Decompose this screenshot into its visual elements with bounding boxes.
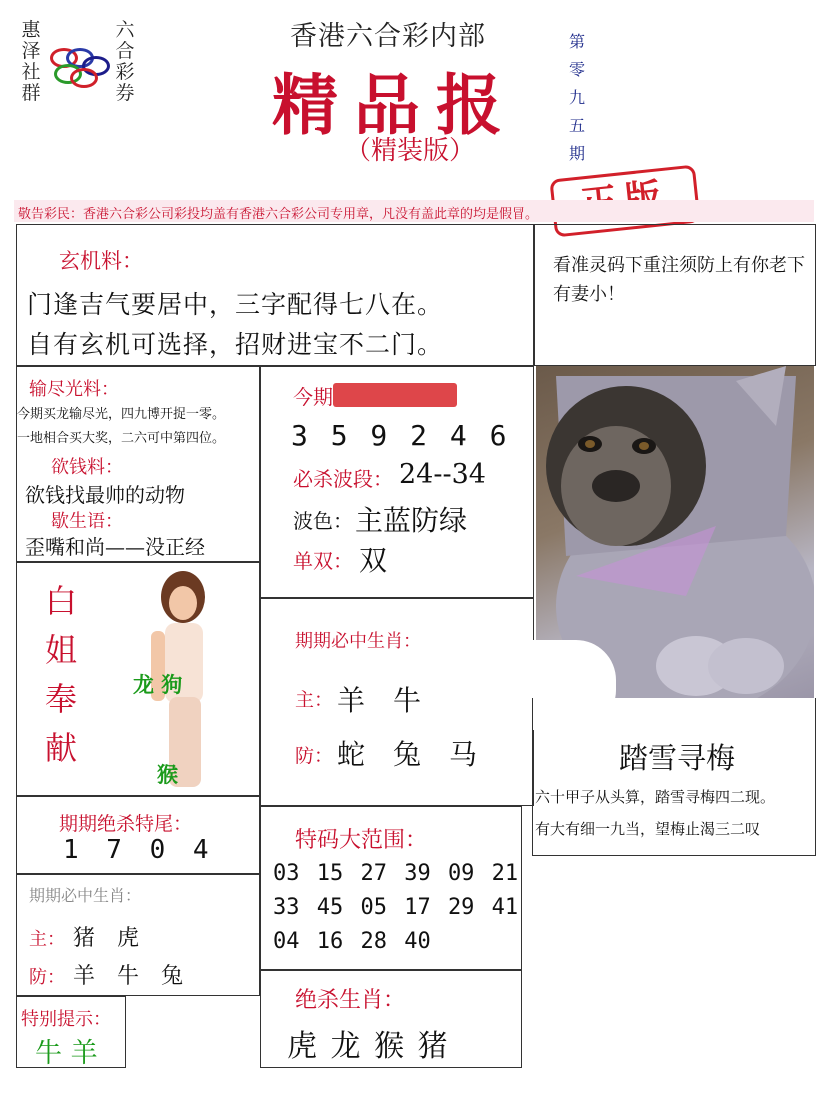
qiqi-fang-label: 防： bbox=[295, 745, 334, 767]
tema-row-2: 33 45 05 17 29 41 bbox=[273, 895, 519, 920]
jueshate-value: 1 7 0 4 bbox=[63, 835, 215, 865]
xie-label: 歇生语： bbox=[51, 511, 123, 532]
danshuang-value: 双 bbox=[359, 544, 388, 577]
jueshasx-label: 绝杀生肖： bbox=[295, 988, 406, 1013]
xuanji-label: 玄机料： bbox=[59, 249, 143, 273]
top-right-box bbox=[534, 224, 816, 366]
lower-left-fang-values: 羊 牛 兔 bbox=[73, 964, 184, 989]
qiqi-zhong-label: 期期必中生肖： bbox=[295, 631, 421, 652]
shu-line-2: 一地相合买大奖，二六可中第四位。 bbox=[17, 431, 226, 446]
bose-value: 主蓝防绿 bbox=[355, 504, 468, 537]
baijie-box bbox=[16, 562, 260, 796]
lower-left-box bbox=[16, 874, 260, 996]
logo-right-text: 六合彩券 bbox=[115, 19, 135, 104]
bisha-value: 24--34 bbox=[399, 459, 486, 490]
tema-label: 特码大范围： bbox=[295, 828, 428, 853]
logo-ring-icon bbox=[70, 68, 98, 88]
lower-left-main-label: 主： bbox=[29, 929, 65, 950]
baijie-chars bbox=[45, 577, 81, 773]
lower-left-label: 期期必中生肖： bbox=[29, 886, 142, 905]
tema-row-3: 04 16 28 40 bbox=[273, 929, 431, 954]
xuanji-line-1: 门逢吉气要居中，三字配得七八在。 bbox=[27, 290, 444, 319]
poem-title: 踏雪寻梅 bbox=[619, 741, 736, 775]
danshuang-label: 单双： bbox=[293, 549, 353, 573]
numbers-digits: 3 5 9 2 4 6 bbox=[291, 419, 510, 452]
qiqi-fang-values: 蛇 兔 马 bbox=[337, 738, 478, 771]
jueshasx-value: 虎 龙 猴 猪 bbox=[287, 1029, 450, 1064]
baijie-char: 献 bbox=[45, 729, 78, 767]
poem-box bbox=[532, 698, 816, 856]
tema-box bbox=[260, 806, 522, 970]
tebie-value: 牛 羊 bbox=[35, 1038, 98, 1069]
numbers-box bbox=[260, 366, 534, 598]
bisha-label: 必杀波段： bbox=[293, 467, 393, 491]
jueshasx-box bbox=[260, 970, 522, 1068]
numbers-overlay bbox=[333, 383, 457, 407]
xuanji-line-2: 自有玄机可选择，招财进宝不二门。 bbox=[27, 330, 444, 359]
shu-label: 输尽光料： bbox=[29, 379, 119, 400]
tebie-box bbox=[16, 996, 126, 1068]
jueshate-box bbox=[16, 796, 260, 874]
logo bbox=[20, 18, 140, 118]
top-line: 香港六合彩内部 bbox=[290, 21, 486, 52]
page-title: 精品报 bbox=[272, 66, 518, 144]
bose-label: 波色： bbox=[293, 509, 353, 533]
jueshate-label: 期期绝杀特尾： bbox=[59, 813, 193, 835]
lower-left-main-values: 猪 虎 bbox=[73, 926, 140, 951]
tebie-label: 特别提示： bbox=[21, 1009, 111, 1030]
poem-line-1: 六十甲子从头算，踏雪寻梅四二现。 bbox=[535, 788, 776, 806]
yu-text: 欲钱找最帅的动物 bbox=[25, 483, 185, 507]
yu-label: 欲钱料： bbox=[51, 457, 123, 478]
issue-vertical: 第零九五期 bbox=[568, 32, 585, 163]
tema-row-1: 03 15 27 39 09 21 bbox=[273, 861, 519, 886]
logo-left-text: 惠泽社群 bbox=[21, 19, 41, 104]
numbers-label: 今期 bbox=[293, 385, 333, 409]
baijie-char: 白 bbox=[45, 582, 78, 620]
left-info-box bbox=[16, 366, 260, 562]
page-subtitle: （精装版） bbox=[345, 136, 476, 166]
shu-line-1: 今期买龙输尽光，四九博开捉一零。 bbox=[17, 407, 226, 422]
qiqi-main-label: 主： bbox=[295, 689, 334, 711]
baijie-char: 奉 bbox=[45, 680, 78, 718]
xuanji-box bbox=[16, 224, 534, 366]
lower-left-fang-label: 防： bbox=[29, 967, 65, 988]
poem-line-2: 有大有细一九当，望梅止渴三二叹 bbox=[535, 820, 761, 838]
qiqi-main-values: 羊 牛 bbox=[337, 684, 422, 717]
top-right-text: 看准灵码下重注须防上有你老下有妻小！ bbox=[553, 255, 805, 305]
baijie-zodiac-top: 龙 狗 bbox=[133, 672, 183, 697]
xie-text: 歪嘴和尚——没正经 bbox=[25, 535, 205, 559]
baijie-zodiac-bottom: 猴 bbox=[157, 762, 178, 787]
warning-text: 敬告彩民：香港六合彩公司彩投均盖有香港六合彩公司专用章，凡没有盖此章的均是假冒。 bbox=[18, 207, 539, 222]
baijie-char: 姐 bbox=[45, 631, 78, 669]
